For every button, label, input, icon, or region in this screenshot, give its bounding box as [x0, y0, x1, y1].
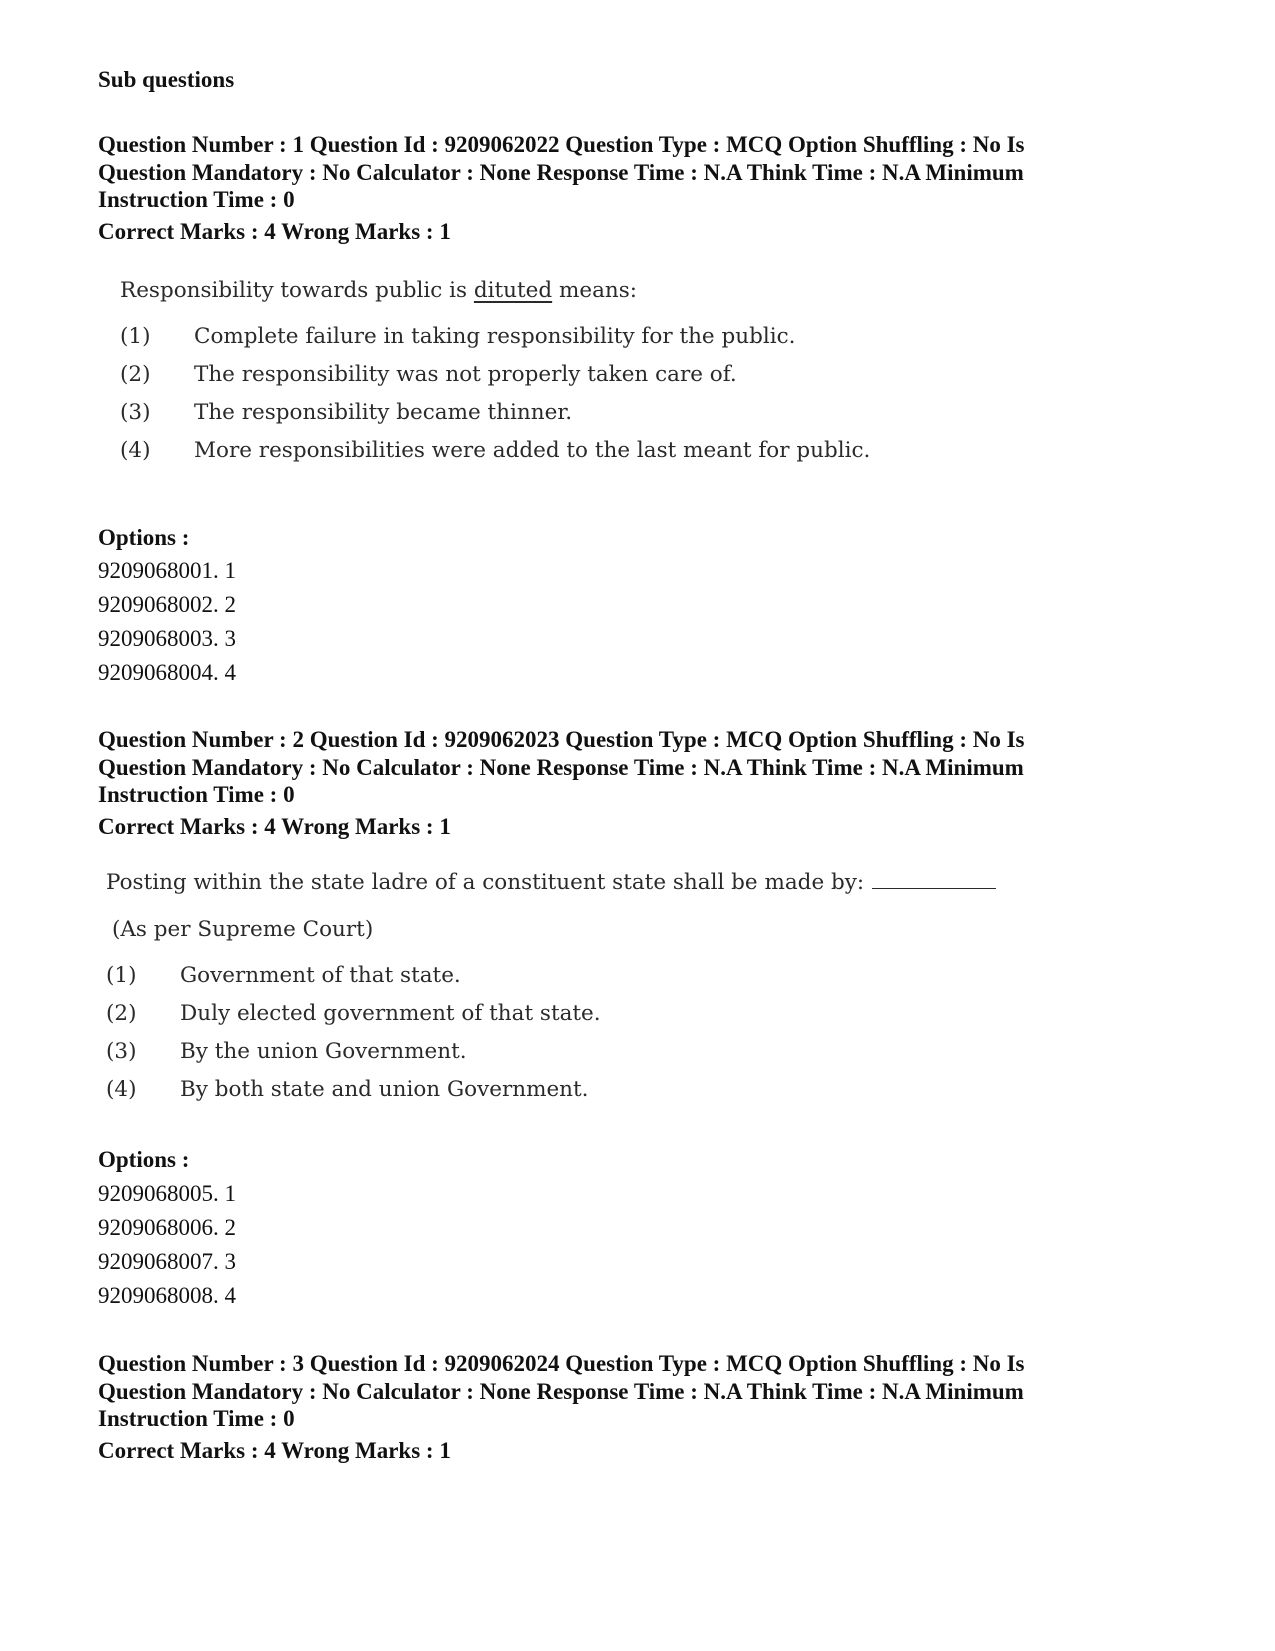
question-2-choice — [106, 1075, 996, 1113]
option-item: 9209068003. 3 — [98, 626, 236, 651]
question-2-choice — [106, 999, 996, 1037]
choice-text: By both state and union Government. — [180, 1077, 589, 1102]
question-1-choice — [120, 322, 870, 360]
question-2-stem — [106, 868, 996, 898]
question-1-body — [120, 276, 870, 474]
option-item: 9209068008. 4 — [98, 1283, 236, 1308]
choice-text: By the union Government. — [180, 1039, 467, 1064]
question-3-meta: Question Number : 3 Question Id : 9209062024 Question Type : MCQ Option Shuffling : No Is Question Mandatory : No Calculator : None Response Time : N.A Think Time : N.A Minimum Instruction Time : 0 — [98, 1351, 1025, 1431]
question-1-stem-before: Responsibility towards public is — [120, 278, 474, 303]
choice-text: Complete failure in taking responsibility for the public. — [194, 324, 796, 349]
option-item: 9209068004. 4 — [98, 660, 236, 685]
choice-number: (2) — [120, 362, 151, 387]
choice-text: Government of that state. — [180, 963, 461, 988]
question-1-options-label: Options : — [98, 525, 190, 550]
option-item: 9209068002. 2 — [98, 592, 236, 617]
question-2-marks: Correct Marks : 4 Wrong Marks : 1 — [98, 814, 451, 839]
choice-text: The responsibility was not properly taken care of. — [194, 362, 737, 387]
choice-text: Duly elected government of that state. — [180, 1001, 601, 1026]
question-1-choice — [120, 398, 870, 436]
answer-blank — [872, 887, 996, 889]
question-2-stem-text: Posting within the state ladre of a constituent state shall be made by: — [106, 870, 865, 895]
option-item: 9209068001. 1 — [98, 558, 236, 583]
option-item: 9209068006. 2 — [98, 1215, 236, 1240]
question-2-options-label: Options : — [98, 1147, 190, 1172]
question-2-choice — [106, 961, 996, 999]
choice-number: (1) — [106, 963, 137, 988]
question-2-note: (As per Supreme Court) — [112, 917, 374, 942]
choice-number: (3) — [106, 1039, 137, 1064]
option-item: 9209068005. 1 — [98, 1181, 236, 1206]
question-1-stem — [120, 276, 870, 306]
question-2-options — [98, 1179, 236, 1315]
question-1-stem-after: means: — [552, 278, 638, 303]
question-2-meta: Question Number : 2 Question Id : 9209062023 Question Type : MCQ Option Shuffling : No Is Question Mandatory : No Calculator : None Response Time : N.A Think Time : N.A Minimum Instruction Time : 0 — [98, 727, 1025, 807]
question-1-choice — [120, 436, 870, 474]
question-1-options — [98, 556, 236, 692]
question-2-body — [106, 868, 996, 1113]
question-1-stem-underlined: dituted — [473, 278, 553, 303]
question-3-marks: Correct Marks : 4 Wrong Marks : 1 — [98, 1438, 451, 1463]
choice-number: (1) — [120, 324, 151, 349]
question-1-meta: Question Number : 1 Question Id : 9209062022 Question Type : MCQ Option Shuffling : No Is Question Mandatory : No Calculator : None Response Time : N.A Think Time : N.A Minimum Instruction Time : 0 — [98, 132, 1025, 212]
choice-text: The responsibility became thinner. — [194, 400, 573, 425]
choice-number: (4) — [120, 438, 151, 463]
question-1-marks: Correct Marks : 4 Wrong Marks : 1 — [98, 219, 451, 244]
sub-questions-heading: Sub questions — [98, 67, 235, 92]
choice-number: (3) — [120, 400, 151, 425]
question-2-choice — [106, 1037, 996, 1075]
choice-number: (4) — [106, 1077, 137, 1102]
choice-text: More responsibilities were added to the last meant for public. — [194, 438, 871, 463]
option-item: 9209068007. 3 — [98, 1249, 236, 1274]
question-1-choice — [120, 360, 870, 398]
choice-number: (2) — [106, 1001, 137, 1026]
